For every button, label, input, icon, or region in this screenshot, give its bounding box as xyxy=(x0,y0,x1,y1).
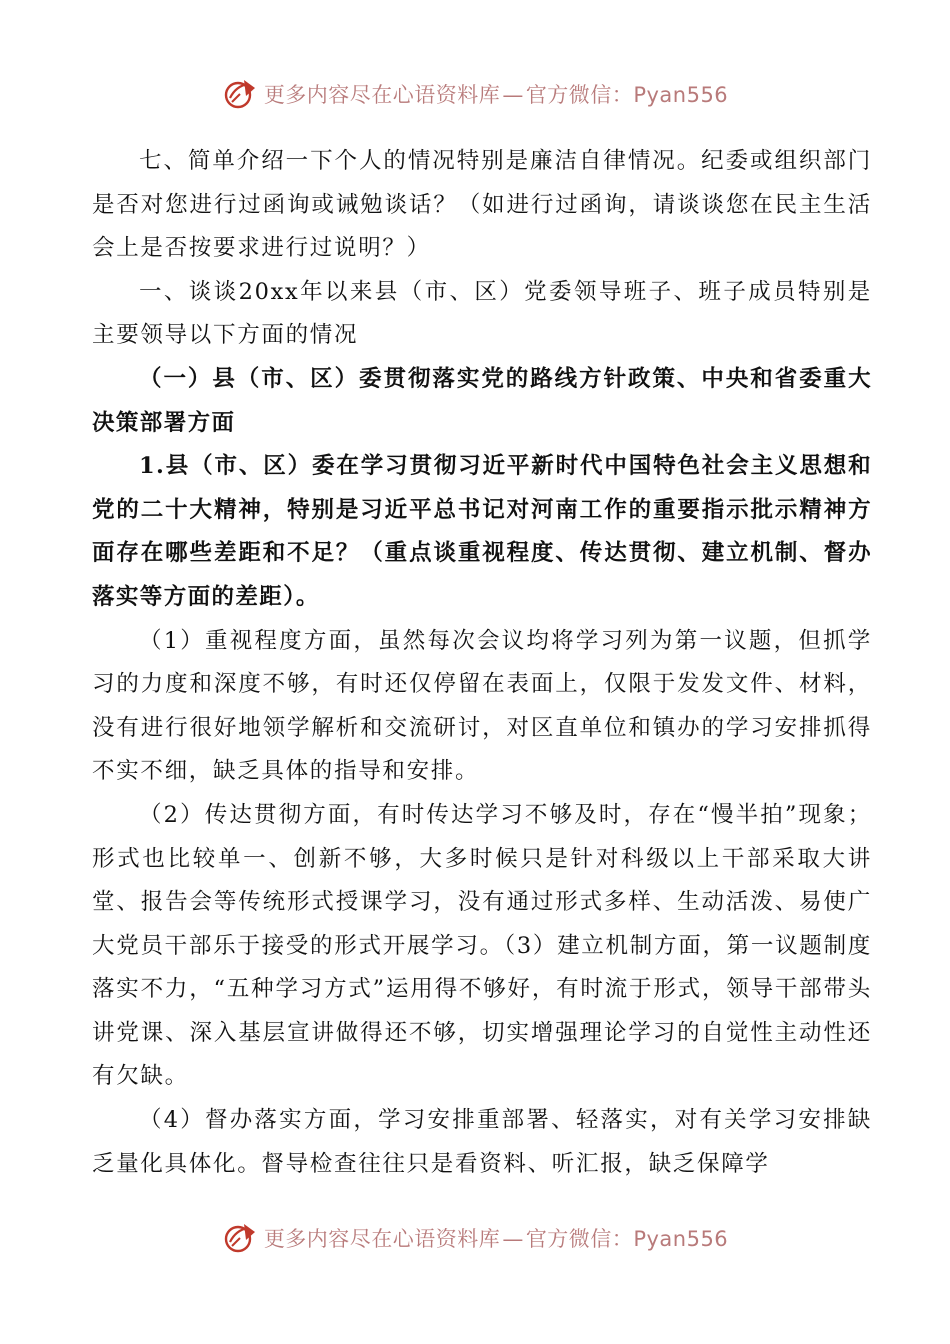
banner-dash: — xyxy=(502,1227,524,1251)
paragraph-point-4: （4）督办落实方面，学习安排重部署、轻落实，对有关学习安排缺乏量化具体化。督导检查往往只是看资料、听汇报，缺乏保障学 xyxy=(92,1107,872,1177)
banner-contact-id: Pyan556 xyxy=(633,83,729,107)
logo-icon xyxy=(222,1220,258,1256)
paragraph-section-one: 一、谈谈20xx年以来县（市、区）党委领导班子、班子成员特别是主要领导以下方面的情况 xyxy=(92,278,872,349)
banner-text xyxy=(264,1223,728,1253)
paragraph-question-seven: 七、简单介绍一下个人的情况特别是廉洁自律情况。纪委或组织部门是否对您进行过函询或诫勉谈话？（如进行过函询，请谈谈您在民主生活会上是否按要求进行过说明？） xyxy=(92,148,872,262)
banner-site-text: 更多内容尽在心语资料库 xyxy=(263,1227,501,1251)
banner-text xyxy=(264,79,728,109)
banner-site-text: 更多内容尽在心语资料库 xyxy=(263,83,501,107)
logo-icon xyxy=(222,76,258,112)
heading-item-one: 1.县（市、区）委在学习贯彻习近平新时代中国特色社会主义思想和党的二十大精神，特别是习近平总书记对河南工作的重要指示批示精神方面存在哪些差距和不足？（重点谈重视程度、传达贯彻、建立机制、督办落实等方面的差距）。 xyxy=(92,453,872,610)
banner-contact-id: Pyan556 xyxy=(633,1227,729,1251)
paragraph-point-1: （1）重视程度方面，虽然每次会议均将学习列为第一议题，但抓学习的力度和深度不够，有时还仅停留在表面上，仅限于发发文件、材料，没有进行很好地领学解析和交流研讨，对区直单位和镇办的学习安排抓得不实不细，缺乏具体的指导和安排。 xyxy=(92,627,872,785)
document-body xyxy=(92,140,872,1186)
heading-subsection-one: （一）县（市、区）委贯彻落实党的路线方针政策、中央和省委重大决策部署方面 xyxy=(92,365,872,436)
paragraph-point-2-3: （2）传达贯彻方面，有时传达学习不够及时，存在“慢半拍”现象；形式也比较单一、创新不够，大多时候只是针对科级以上干部采取大讲堂、报告会等传统形式授课学习，没有通过形式多样、生动活泼、易使广大党员干部乐于接受的形式开展学习。（3）建立机制方面，第一议题制度落实不力，“五种学习方式”运用得不够好，有时流于形式，领导干部带头讲党课、深入基层宣讲做得还不够，切实增强理论学习的自觉性主动性还有欠缺。 xyxy=(92,801,872,1090)
banner-contact-label: 官方微信： xyxy=(525,1227,634,1251)
banner-dash: — xyxy=(502,83,524,107)
footer-banner xyxy=(0,1216,950,1260)
header-banner xyxy=(0,72,950,116)
banner-contact-label: 官方微信： xyxy=(525,83,634,107)
